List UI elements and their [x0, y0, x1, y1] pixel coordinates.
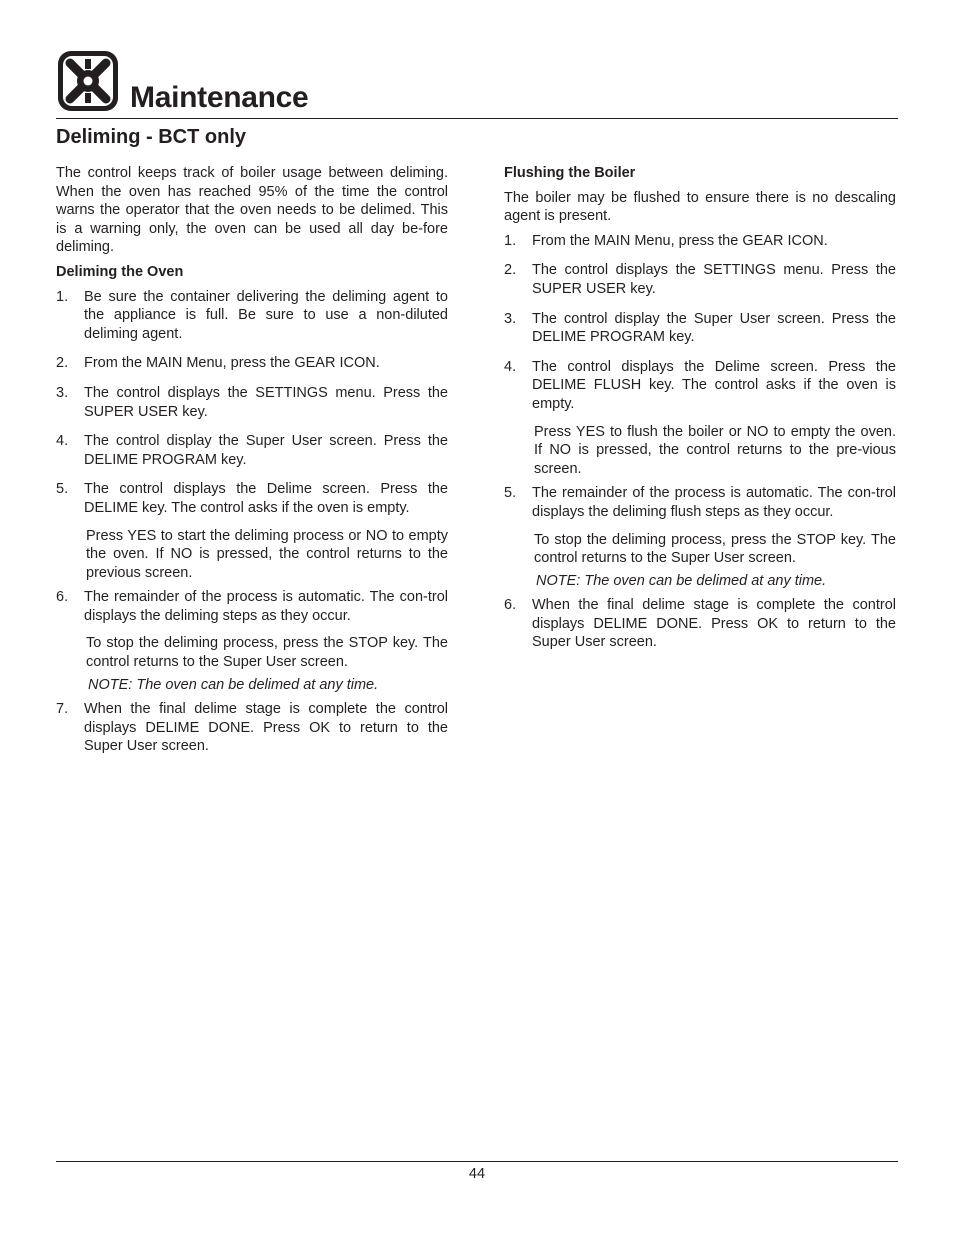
step-number: 5. [56, 481, 69, 498]
step-text: From the MAIN Menu, press the GEAR ICON. [84, 355, 380, 372]
list-item [56, 588, 448, 625]
step-text: The remainder of the process is automatic. The con-trol displays the deliming flush steps as they occur. [532, 485, 896, 520]
step-text: The control displays the SETTINGS menu. Press the SUPER USER key. [84, 384, 448, 420]
step-text: From the MAIN Menu, press the GEAR ICON. [532, 232, 828, 249]
subheading-flushing-boiler: Flushing the Boiler [504, 165, 636, 181]
right-column [504, 164, 896, 663]
intro-paragraph: The control keeps track of boiler usage between deliming. When the oven has reached 95% of the time the control warns the operator that the oven needs to be delimed. This is a warning only, the oven can be used all day be-fore deliming. [56, 165, 448, 256]
list-item [56, 354, 448, 373]
flushing-steps [504, 232, 896, 414]
step-number: 5. [504, 485, 517, 502]
step-text: The remainder of the process is automatic. The con-trol displays the deliming steps as they occur. [84, 589, 448, 624]
maintenance-tools-icon [56, 49, 120, 113]
step-note: To stop the deliming process, press the STOP key. The control returns to the Super User screen. [86, 635, 448, 671]
subheading-deliming-oven: Deliming the Oven [56, 263, 184, 280]
left-column [56, 164, 448, 767]
step-text: The control display the Super User screen. Press the DELIME PROGRAM key. [84, 433, 448, 468]
list-item [504, 484, 896, 521]
deliming-steps-continued [56, 588, 448, 625]
step-number: 6. [56, 589, 69, 606]
step-text: When the final delime stage is complete the control displays DELIME DONE. Press OK to return to the Super User screen. [532, 597, 896, 651]
step-number: 1. [504, 232, 517, 249]
footer-rule [56, 1161, 898, 1162]
page-title: Maintenance [130, 81, 309, 114]
step-number: 3. [56, 384, 69, 401]
list-item [504, 310, 896, 347]
step-number: 4. [504, 358, 517, 375]
step-text: The control display the Super User screen. Press the DELIME PROGRAM key. [532, 310, 896, 346]
flushing-steps-continued [504, 484, 896, 521]
list-item [504, 596, 896, 652]
italic-note: NOTE: The oven can be delimed at any time. [88, 676, 379, 693]
step-number: 1. [56, 288, 69, 305]
intro-paragraph: The boiler may be flushed to ensure there is no descaling agent is present. [504, 189, 896, 225]
header-rule [56, 118, 898, 119]
step-note: Press YES to flush the boiler or NO to empty the oven. If NO is pressed, the control returns to the pre-vious screen. [534, 423, 896, 477]
step-note: Press YES to start the deliming process or NO to empty the oven. If NO is pressed, the control returns to the previous screen. [86, 527, 448, 581]
deliming-steps-final [56, 700, 448, 756]
list-item [56, 384, 448, 421]
list-item [56, 480, 448, 517]
step-text: Be sure the container delivering the deliming agent to the appliance is full. Be sure to use a non-diluted deliming agent. [84, 288, 448, 342]
list-item [504, 232, 896, 251]
step-note: To stop the deliming process, press the STOP key. The control returns to the Super User screen. [534, 531, 896, 567]
section-title: Deliming - BCT only [56, 126, 246, 148]
step-number: 3. [504, 310, 517, 327]
page-number: 44 [468, 1166, 486, 1182]
step-number: 2. [504, 262, 517, 279]
italic-note: NOTE: The oven can be delimed at any time. [536, 572, 827, 589]
step-number: 2. [56, 355, 69, 372]
list-item [504, 261, 896, 298]
step-text: The control displays the Delime screen. Press the DELIME FLUSH key. The control asks if the oven is empty. [532, 358, 896, 412]
step-text: When the final delime stage is complete the control displays DELIME DONE. Press OK to return to the Super User screen. [84, 701, 448, 755]
step-number: 4. [56, 433, 69, 450]
step-number: 7. [56, 701, 69, 718]
flushing-steps-final [504, 596, 896, 652]
list-item [56, 432, 448, 469]
deliming-steps [56, 288, 448, 518]
list-item [56, 700, 448, 756]
step-text: The control displays the Delime screen. Press the DELIME key. The control asks if the oven is empty. [84, 481, 448, 516]
step-text: The control displays the SETTINGS menu. Press the SUPER USER key. [532, 262, 896, 297]
list-item [56, 288, 448, 344]
step-number: 6. [504, 597, 517, 614]
list-item [504, 358, 896, 414]
